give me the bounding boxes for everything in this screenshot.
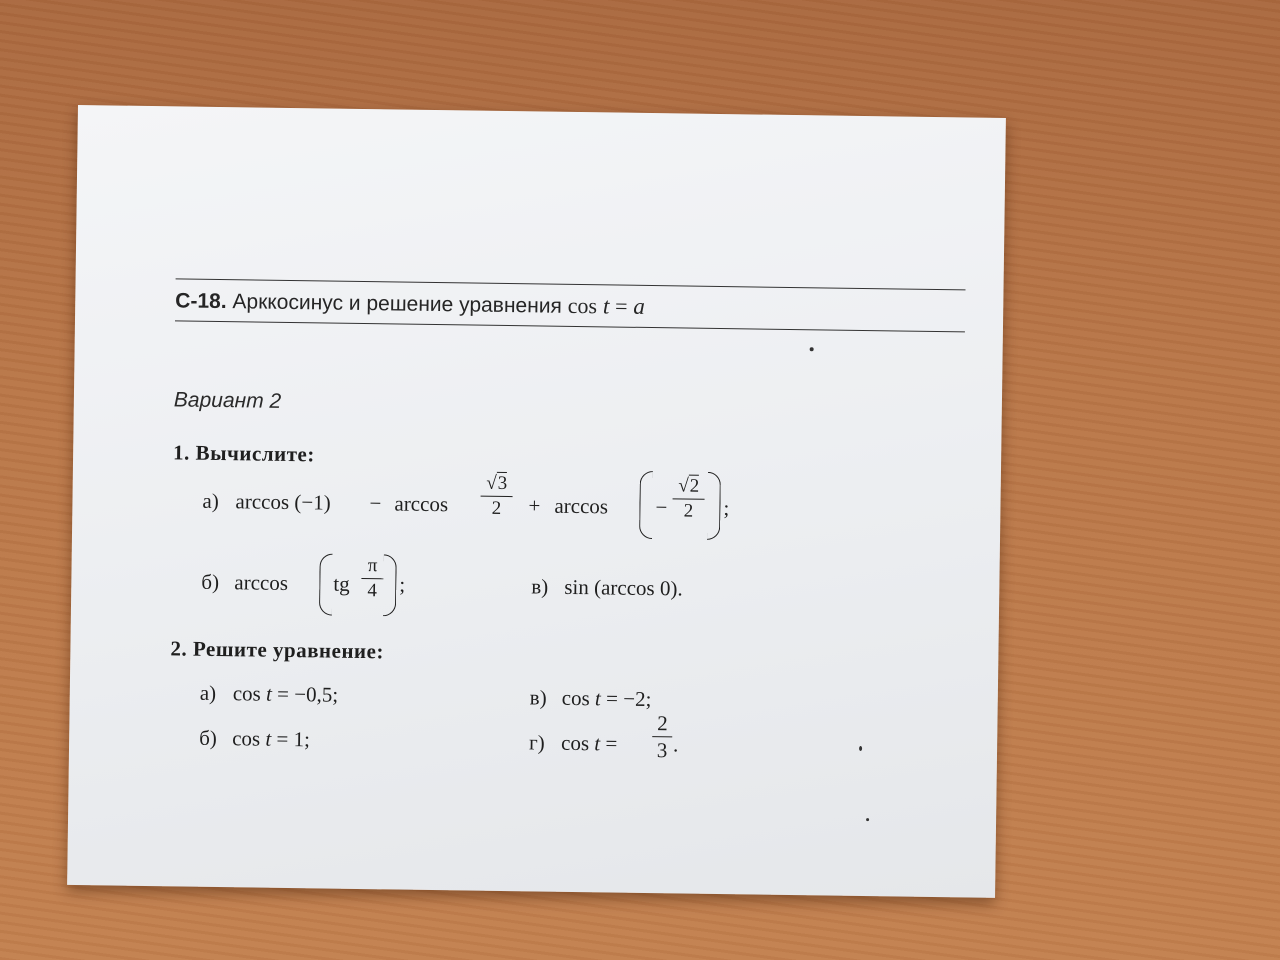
task1b-f-den: 4 (367, 580, 378, 602)
task1a-f1-num: 3 (497, 472, 508, 495)
task2d-cos: cos (560, 730, 590, 756)
task1a-arccos2: arccos (394, 491, 449, 517)
task2d-t: t (594, 731, 601, 756)
task1a-left-paren (639, 471, 653, 539)
header-rule-bottom (175, 320, 965, 332)
ink-speck (859, 746, 862, 751)
task1b-fraction-pi4 (361, 555, 384, 602)
header-var-t: t (602, 293, 610, 319)
task2c-cos: cos (561, 685, 590, 711)
task2d-f-den: 3 (656, 738, 668, 763)
task1b-arccos: arccos (234, 570, 289, 595)
task1-heading: 1. Вычислите: (172, 440, 316, 467)
task1a-label: а) (202, 488, 219, 514)
task1b-tg: tg (333, 571, 350, 596)
header-fn: cos (567, 292, 598, 319)
task1b-label: б) (201, 569, 220, 595)
header-var-a: a (633, 293, 646, 319)
task2a-equation (233, 681, 339, 707)
task2a-label: а) (199, 680, 217, 705)
task2d-end: . (672, 732, 679, 757)
task1b-end: ; (399, 572, 406, 597)
task2d-f-num: 2 (657, 711, 668, 736)
task1a-fraction-sqrt2: √2 2 (672, 475, 705, 522)
task1a-plus: + (528, 493, 541, 518)
header-equals: = (614, 293, 628, 319)
task1c-expr: sin (arccos 0). (564, 574, 683, 601)
task2d-equation (561, 731, 618, 757)
task1b-left-paren (319, 553, 333, 615)
task1a-minus: − (369, 491, 382, 516)
task2a-rest: = −0,5; (276, 681, 339, 707)
task2b-t: t (265, 726, 272, 751)
worksheet-header (175, 287, 645, 320)
ink-speck (866, 818, 869, 821)
task2c-label: в) (529, 685, 547, 710)
task2c-t: t (594, 686, 602, 711)
task1a-fraction-sqrt3: √3 2 (480, 473, 513, 520)
header-title: Арккосинус и решение уравнения (232, 290, 563, 318)
task2b-rest: = 1; (276, 726, 311, 752)
task2a-t: t (265, 681, 273, 706)
task1a-end: ; (723, 496, 730, 521)
task1b-f-num: π (367, 555, 378, 577)
task1a-f1-den: 2 (491, 497, 502, 519)
task2c-equation (562, 686, 652, 712)
variant-label: Вариант 2 (173, 388, 282, 413)
task2b-label: б) (199, 725, 218, 750)
task1c-label: в) (531, 574, 549, 599)
task1a-f2-num: 2 (689, 475, 700, 497)
task1a-arccos3: arccos (554, 493, 609, 519)
task1a-f2-den: 2 (683, 500, 694, 522)
header-code: С-18. (175, 289, 227, 314)
task2c-rest: = −2; (605, 686, 652, 712)
task1a-neg: − (655, 495, 668, 520)
task1b-right-paren (383, 554, 397, 616)
task2b-cos: cos (232, 726, 261, 751)
task2d-label: г) (528, 730, 545, 755)
task1a-part1: arccos (−1) (235, 489, 331, 515)
task2d-rest: = (605, 731, 618, 756)
worksheet-paper (67, 105, 1006, 898)
task2-heading: 2. Решите уравнение: (170, 636, 385, 664)
task2a-cos: cos (232, 681, 261, 706)
ink-speck (810, 347, 814, 351)
task2b-equation (232, 726, 310, 752)
task1a-right-paren (707, 472, 721, 540)
task2d-fraction (652, 711, 673, 762)
